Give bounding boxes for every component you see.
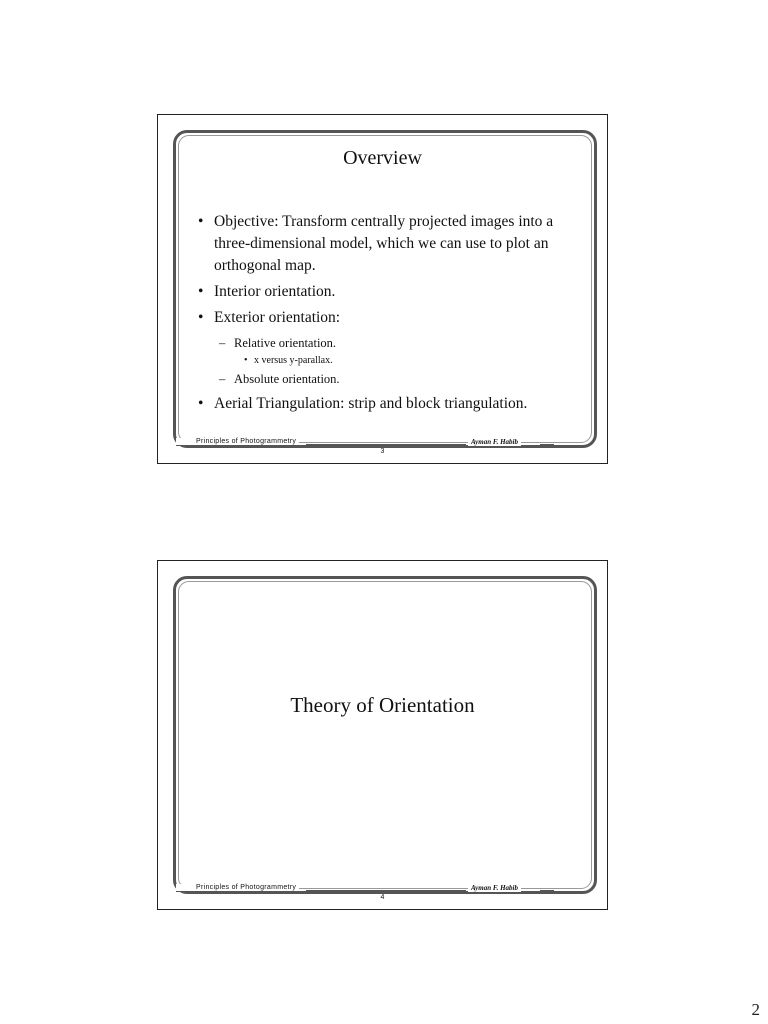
slide-number: 3	[380, 448, 385, 455]
sub-sub-bullet-parallax: • x versus y-parallax.	[196, 353, 576, 369]
footer-course-title: Principles of Photogrammetry	[176, 438, 299, 445]
bullet-objective: • Objective: Transform centrally projected images into a three-dimensional model, which we can use to plot an orthogonal map.	[196, 211, 576, 277]
slide-overview	[157, 114, 608, 464]
footer-rule	[540, 890, 554, 892]
bullet-list	[196, 211, 576, 419]
sub-bullet-relative-orientation: – Relative orientation.	[196, 333, 576, 353]
slide-title: Theory of Orientation	[290, 693, 475, 717]
sub-bullet-absolute-orientation: – Absolute orientation.	[196, 369, 576, 389]
bullet-interior-orientation: • Interior orientation.	[196, 281, 576, 303]
footer-author: Ayman F. Habib	[468, 884, 521, 892]
footer-rule	[540, 444, 554, 446]
bullet-aerial-triangulation: • Aerial Triangulation: strip and block triangulation.	[196, 393, 576, 415]
page-number: 2	[751, 1000, 760, 1019]
bullet-exterior-orientation: • Exterior orientation:	[196, 307, 576, 329]
footer-course-title: Principles of Photogrammetry	[176, 884, 299, 891]
slide-theory-of-orientation	[157, 560, 608, 910]
footer-rule	[306, 444, 466, 446]
footer-author: Ayman F. Habib	[468, 438, 521, 446]
slide-frame	[173, 576, 597, 894]
slide-title: Overview	[343, 147, 422, 169]
footer-rule	[306, 890, 466, 892]
slide-number: 4	[380, 894, 385, 901]
